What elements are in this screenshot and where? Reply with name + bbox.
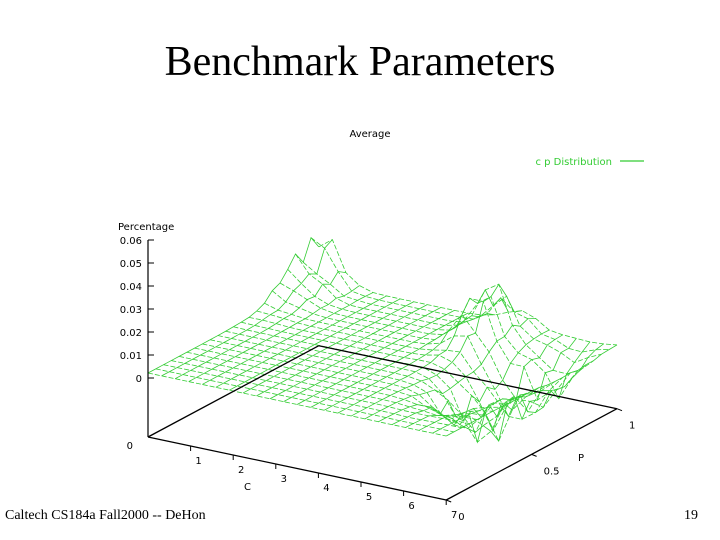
c-axis-line — [148, 437, 446, 500]
c-tick-label-7: 7 — [451, 510, 458, 521]
surface-line-p-22 — [319, 240, 617, 345]
z-tick-label-1: 0.01 — [119, 351, 142, 362]
c-tick-label-1: 1 — [195, 456, 202, 467]
p-tick-label-2: 1 — [629, 420, 636, 432]
surface-line-c-4 — [202, 293, 373, 385]
x-axis-label: C — [244, 482, 251, 493]
p-tick-mark-1 — [532, 454, 537, 456]
z-tick-label-0: 0 — [135, 374, 142, 385]
slide-title: Benchmark Parameters — [164, 39, 556, 85]
surface-line-c-1 — [162, 240, 333, 376]
z-tick-label-4: 0.04 — [119, 282, 142, 293]
p-tick-label-0: 0 — [458, 512, 465, 523]
surface-line-c-12 — [311, 315, 482, 407]
c-tick-label-4: 4 — [323, 483, 330, 494]
surface-mesh — [148, 238, 617, 442]
c-tick-label-3: 3 — [280, 474, 287, 485]
z-tick-label-3: 0.03 — [119, 305, 142, 316]
page-number: 19 — [684, 508, 698, 523]
c-tick-label-2: 2 — [238, 465, 245, 476]
surface-line-c-3 — [189, 286, 360, 382]
surface-line-c-2 — [175, 272, 346, 379]
surface-line-c-5 — [216, 296, 387, 387]
p-tick-mark-2 — [617, 409, 622, 411]
surface-line-p-21 — [311, 238, 609, 352]
y-axis-label: P — [578, 453, 585, 464]
z-tick-label-6: 0.06 — [119, 236, 142, 247]
c-tick-label-5: 5 — [365, 492, 373, 503]
p-tick-mark-0 — [446, 500, 451, 502]
z-axis-label: Percentage — [118, 222, 175, 233]
p-tick-label-1: 0.5 — [543, 466, 560, 478]
surface-line-p-6 — [195, 348, 493, 418]
axes — [148, 240, 617, 500]
legend-label: c p Distribution — [535, 157, 612, 168]
chart-title: Average — [349, 129, 391, 140]
surface-line-p-20 — [303, 262, 601, 362]
footer-course: Caltech CS184a Fall2000 -- DeHon — [5, 508, 206, 523]
z-tick-label-2: 0.02 — [119, 328, 142, 339]
c-tick-label-6: 6 — [408, 501, 415, 512]
z-floor-label: 0 — [126, 441, 133, 452]
z-tick-label-5: 0.05 — [119, 259, 142, 270]
surface-line-p-17 — [280, 283, 578, 400]
